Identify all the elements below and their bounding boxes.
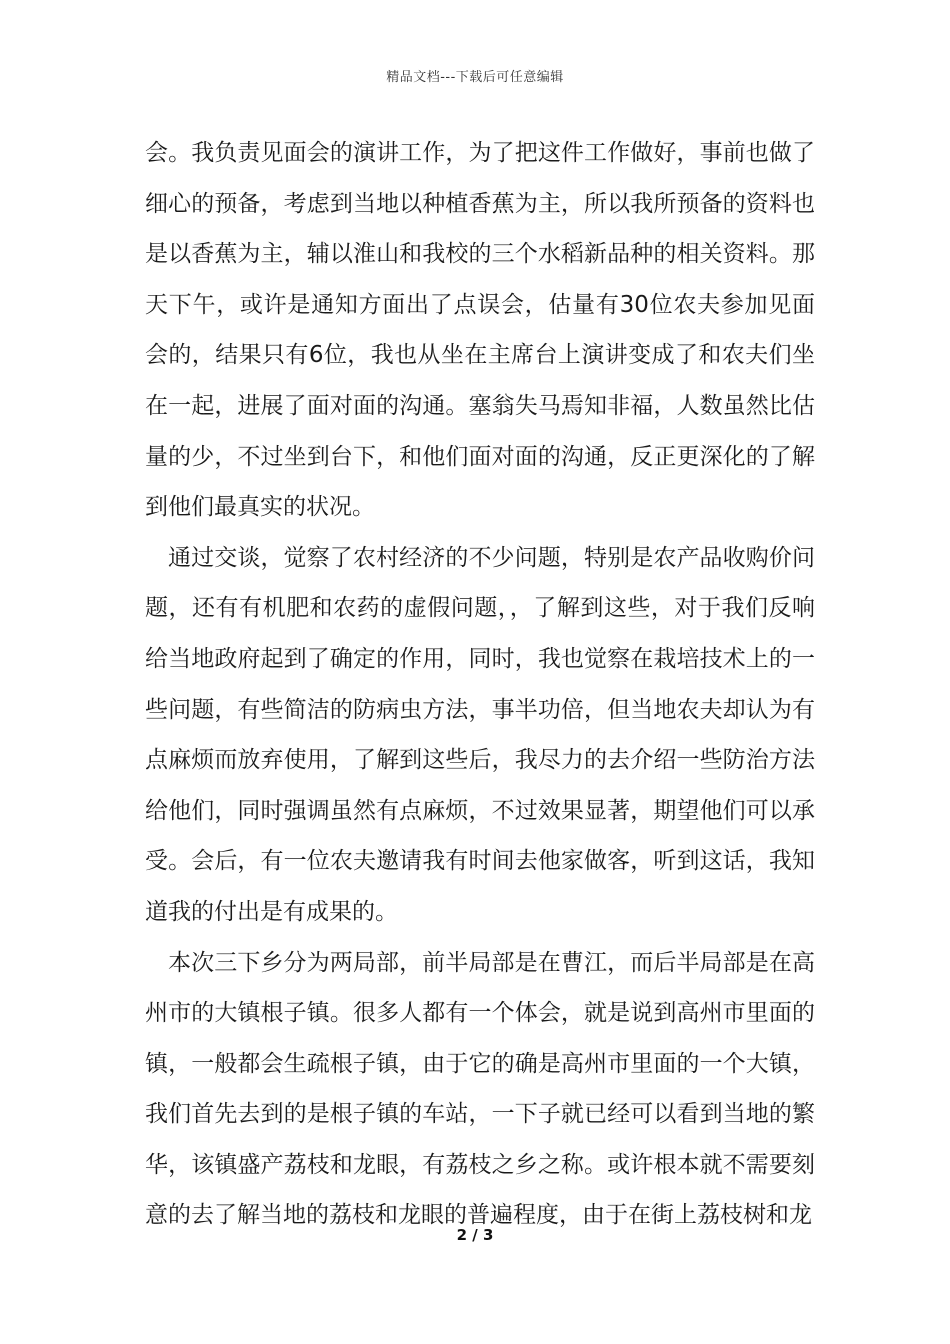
paragraph-2: 通过交谈，觉察了农村经济的不少问题，特别是农产品收购价问题，还有有机肥和农药的虚假问题，，了解到这些，对于我们反响给当地政府起到了确定的作用，同时，我也觉察在栽培技术上的一些问题，有些简洁的防病虫方法，事半功倍，但当地农夫却认为有点麻烦而放弃使用，了解到这些后，我尽力的去介绍一些防治方法给他们，同时强调虽然有点麻烦，不过效果显著，期望他们可以承受。会后，有一位农夫邀请我有时间去他家做客，听到这话，我知道我的付出是有成果的。 bbox=[145, 544, 815, 925]
page-number: 2 / 3 bbox=[456, 1226, 494, 1244]
paragraph-1: 会。我负责见面会的演讲工作，为了把这件工作做好，事前也做了细心的预备，考虑到当地以种植香蕉为主，所以我所预备的资料也是以香蕉为主，辅以淮山和我校的三个水稻新品种的相关资料。那天下午，或许是通知方面出了点误会，估量有30位农夫参加见面会的，结果只有6位，我也从坐在主席台上演讲变成了和农夫们坐在一起，进展了面对面的沟通。塞翁失马焉知非福，人数虽然比估量的少，不过坐到台下，和他们面对面的沟通，反正更深化的了解到他们最真实的状况。 bbox=[145, 140, 815, 521]
document-body bbox=[145, 128, 815, 1241]
paragraph-3: 本次三下乡分为两局部，前半局部是在曹江，而后半局部是在高州市的大镇根子镇。很多人都有一个体会，就是说到高州市里面的镇，一般都会生疏根子镇，由于它的确是高州市里面的一个大镇，我们首先去到的是根子镇的车站，一下子就已经可以看到当地的繁华，该镇盛产荔枝和龙眼，有荔枝之乡之称。或许根本就不需要刻意的去了解当地的荔枝和龙眼的普遍程度，由于在街上荔枝树和龙 bbox=[145, 949, 815, 1229]
page-header: 精品文档---下载后可任意编辑 bbox=[386, 70, 564, 85]
